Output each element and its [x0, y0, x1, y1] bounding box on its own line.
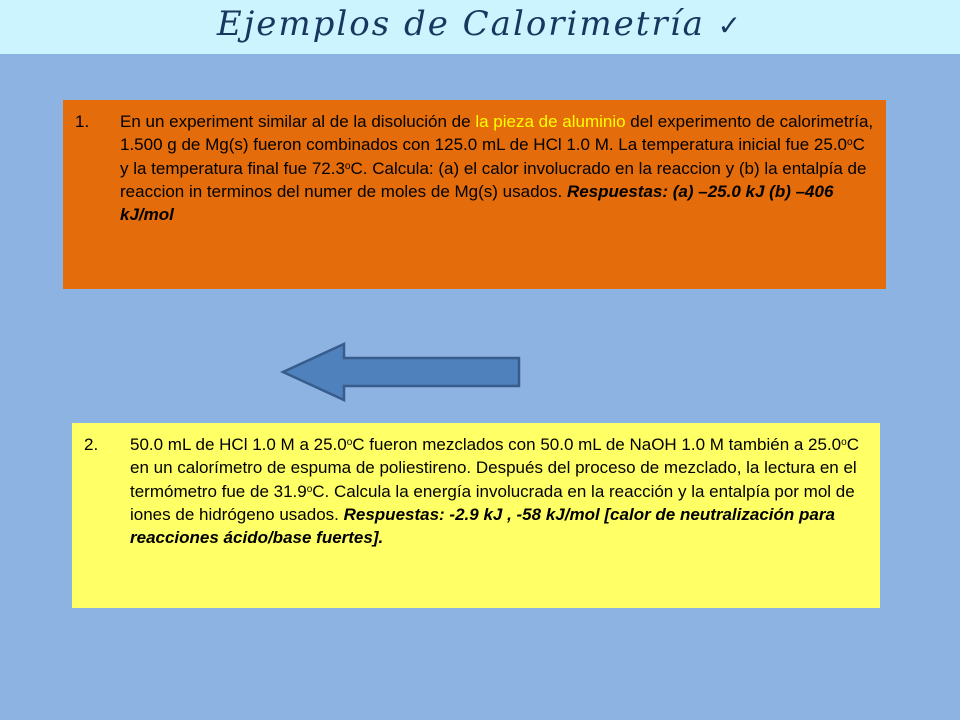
degree-superscript: o — [847, 137, 853, 149]
problem-1-answer: Respuestas: (a) –25.0 kJ (b) –406 kJ/mol — [120, 181, 834, 225]
degree-superscript: o — [306, 483, 313, 495]
slide-title — [0, 0, 960, 48]
degree-superscript: o — [841, 437, 847, 448]
problem-2-number: 2. — [84, 435, 99, 454]
degree-superscript: o — [344, 160, 351, 172]
problem-1-text — [120, 110, 874, 226]
problem-2-text-b: C fueron mezclados con 50.0 mL de NaOH 1.0 M también a 25.0 — [352, 435, 842, 454]
problem-1-text-c: C y la temperatura final fue 72.3 — [120, 135, 865, 178]
problem-2-text-c: C en un calorímetro de espuma de poliestireno. Después del proceso de mezclado, la lectura en el termómetro fue de 31.9 — [130, 435, 859, 501]
problem-2-text-a: 50.0 mL de HCl 1.0 M a 25.0 — [130, 435, 347, 454]
highlighted-phrase: la pieza de aluminio — [475, 112, 626, 131]
title-text: Ejemplos de Calorimetría — [216, 4, 705, 44]
problem-2-text-d: C. Calcula la energía involucrada en la reacción y la entalpía por mol de iones de hidrógeno usados. — [130, 481, 855, 524]
left-arrow-icon — [280, 342, 522, 402]
check-icon: ✓ — [717, 9, 744, 42]
problem-1-item — [63, 110, 874, 226]
problem-1-box — [63, 100, 886, 289]
problem-1-text-b: del experimento de calorimetría, 1.500 g de Mg(s) fueron combinados con 125.0 mL de HCl 1.0 M. La temperatura inicial fue 25.0 — [120, 112, 874, 155]
problem-2-text — [130, 433, 868, 549]
degree-superscript: o — [346, 437, 353, 448]
problem-1-text-a: En un experiment similar al de la disolución de — [120, 112, 476, 131]
problem-1-number: 1. — [75, 112, 90, 131]
problem-2-item — [72, 433, 868, 549]
problem-1-text-d: C. Calcula: (a) el calor involucrado en la reaccion y (b) la entalpía de reaccion in terminos del numer de moles de Mg(s) usados. — [120, 158, 867, 201]
problem-2-box — [72, 423, 880, 608]
problem-2-answer: Respuestas: -2.9 kJ , -58 kJ/mol [calor de neutralización para reacciones ácido/base fuertes]. — [130, 504, 835, 548]
